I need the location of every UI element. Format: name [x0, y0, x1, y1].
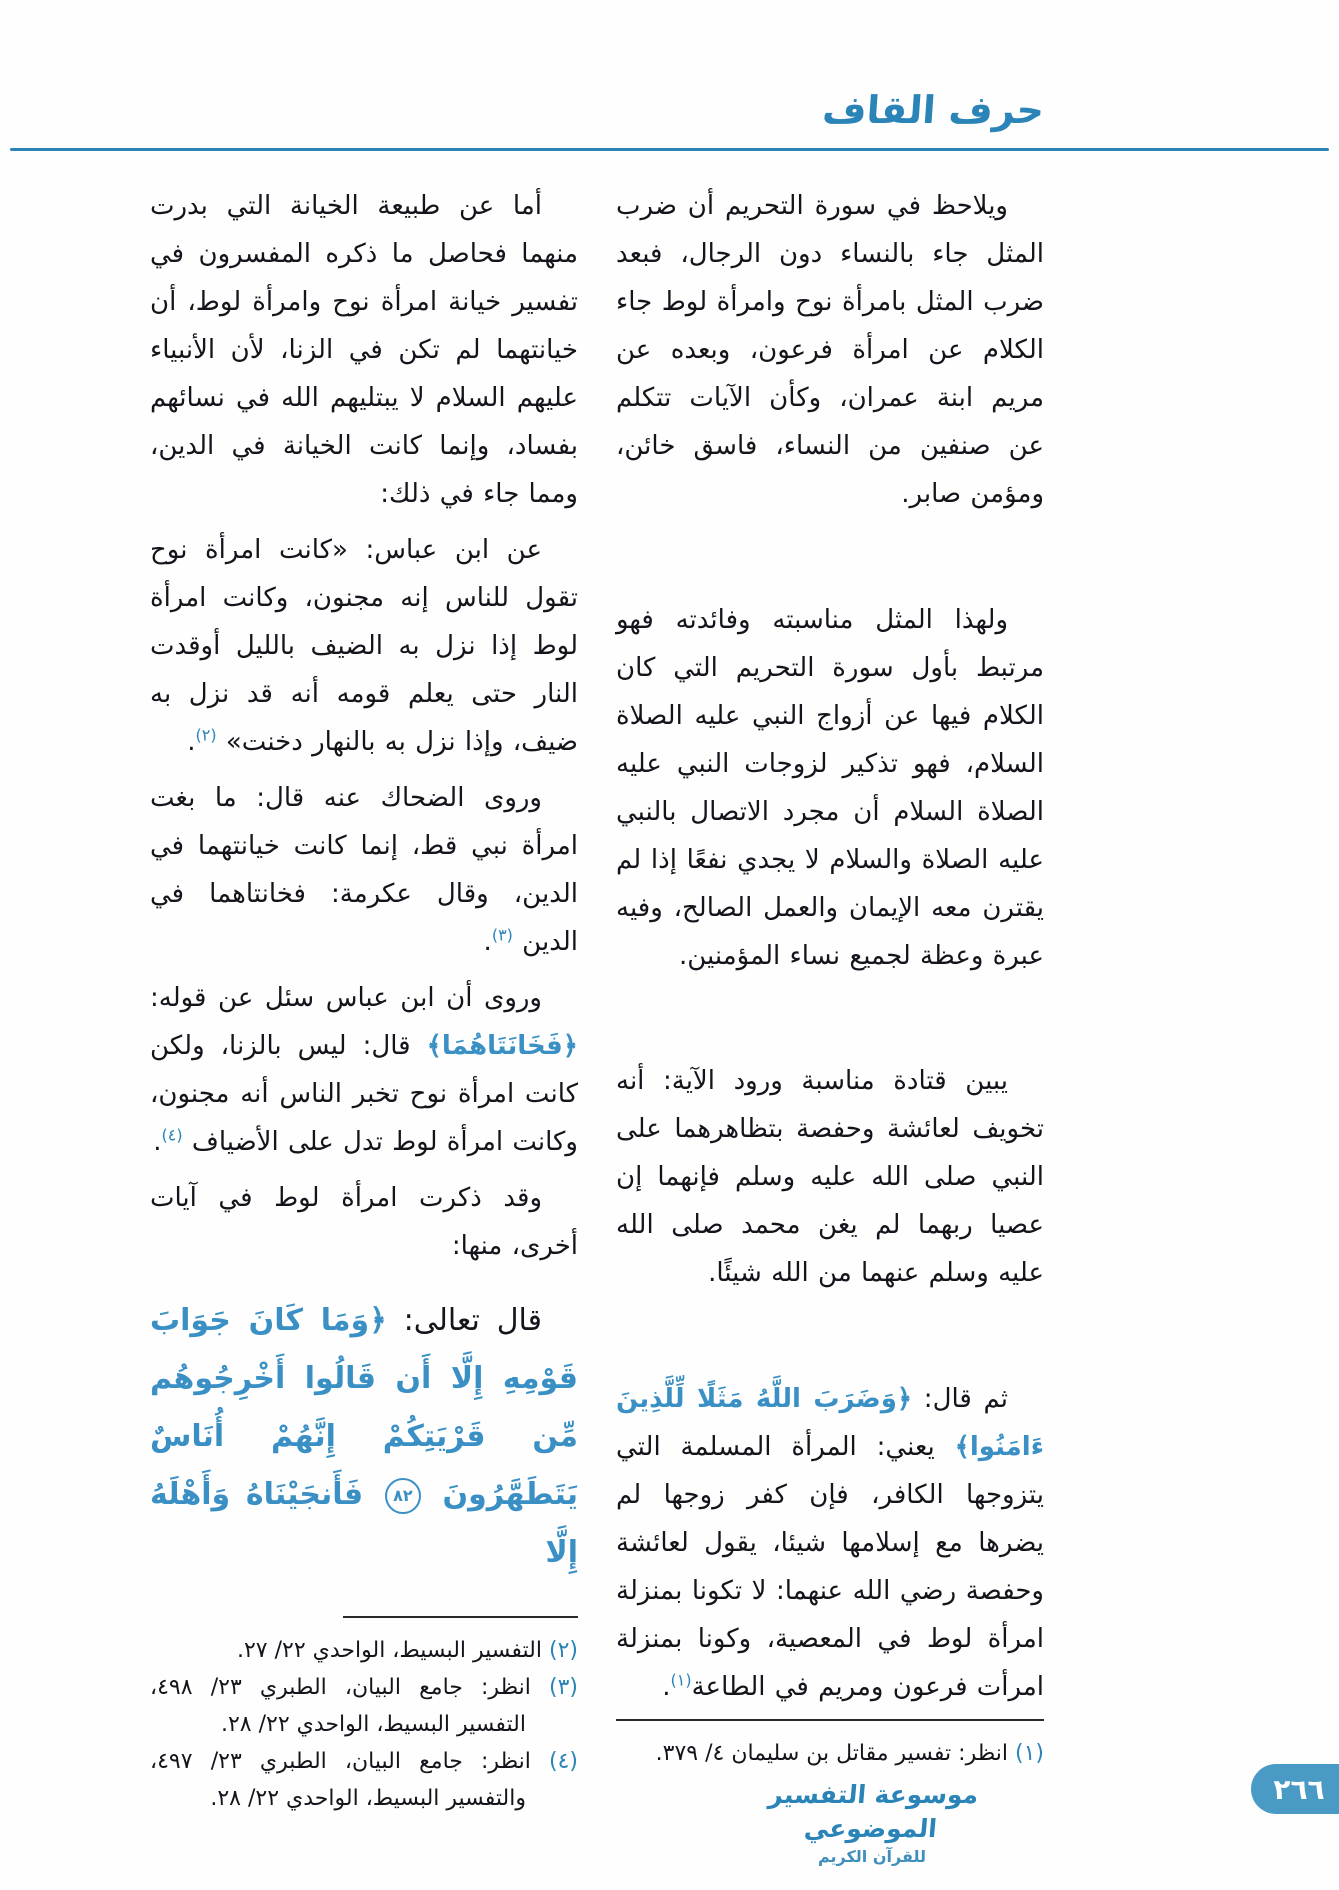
header-rule — [10, 148, 1329, 151]
footnote-separator-left — [343, 1616, 578, 1618]
chapter-title: حرف القاف — [821, 88, 1046, 132]
footnote-separator-right — [616, 1719, 1044, 1721]
footnote-marker: (٢) — [548, 1638, 578, 1663]
footnote-block-right — [616, 1719, 1044, 1772]
footnote — [150, 1632, 578, 1669]
quran-verse: ﴿فَخَانَتَاهُمَا﴾ — [426, 1031, 578, 1061]
paragraph — [150, 1292, 578, 1582]
body-text: . — [483, 927, 492, 957]
footnote-marker: (٣) — [549, 1675, 579, 1700]
footnote-text: انظر: جامع البيان، الطبري ٢٣/ ٤٩٨، التفسير البسيط، الواحدي ٢٢/ ٢٨. — [150, 1675, 549, 1737]
body-text: وروى الضحاك عنه قال: ما بغت امرأة نبي قط، إنما كانت خيانتهما في الدين، وقال عكرمة: فخانتاهما في الدين — [150, 783, 578, 957]
footnote-ref: (٤) — [161, 1125, 183, 1145]
paragraph — [616, 596, 1044, 980]
paragraph — [616, 1375, 1044, 1711]
body-text: . — [153, 1127, 162, 1157]
page-header — [20, 88, 1044, 132]
body-text: وروى أن ابن عباس سئل عن قوله: — [150, 983, 542, 1013]
footnote-ref: (١) — [670, 1670, 692, 1690]
body-text: ويلاحظ في سورة التحريم أن ضرب المثل جاء بالنساء دون الرجال، فبعد ضرب المثل بامرأة نوح وامرأة لوط جاء الكلام عن امرأة فرعون، وبعده عن مريم ابنة عمران، وكأن الآيات تتكلم عن صنفين من النساء، فاسق خائن، ومؤمن صابر. — [616, 191, 1044, 509]
footnote-marker: (١) — [1014, 1741, 1044, 1766]
footnote-ref: (٢) — [195, 725, 217, 745]
body-text: عن ابن عباس: «كانت امرأة نوح تقول للناس إنه مجنون، وكانت امرأة لوط إذا نزل به الضيف بالليل أوقدت النار حتى يعلم قومه أنه قد نزل به ضيف، وإذا نزل به بالنهار دخنت» — [150, 535, 578, 757]
page-number-badge: ٢٦٦ — [1251, 1764, 1339, 1814]
footnote-text: التفسير البسيط، الواحدي ٢٢/ ٢٧. — [236, 1638, 549, 1663]
quran-verse: فَأَنجَيْنَاهُ وَأَهْلَهُ إِلَّا — [150, 1477, 578, 1570]
footnotes-left — [150, 1632, 578, 1817]
column-right — [616, 182, 1044, 1772]
footnote — [150, 1743, 578, 1817]
footnote — [150, 1669, 578, 1743]
footnote-ref: (٣) — [491, 925, 513, 945]
body-text: يعني: المرأة المسلمة التي يتزوجها الكافر، فإن كفر زوجها لم يضرها مع إسلامها شيئا، يقول لعائشة وحفصة رضي الله عنهما: لا تكونا بمنزلة امرأة لوط في المعصية، وكونا بمنزلة امرأت فرعون ومريم في الطاعة — [616, 1431, 1044, 1702]
body-text: قال: ليس بالزنا، ولكن كانت امرأة نوح تخبر الناس أنه مجنون، وكانت امرأة لوط تدل على الأضياف — [150, 1031, 578, 1157]
paragraph — [150, 1174, 578, 1270]
emblem-title: موسوعة التفسير الموضوعي — [767, 1780, 980, 1843]
body-text: أما عن طبيعة الخيانة التي بدرت منهما فحاصل ما ذكره المفسرون في تفسير خيانة امرأة نوح وامرأة لوط، أن خيانتهما لم تكن في الزنا، لأن الأنبياء عليهم السلام لا يبتليهم الله في نسائهم بفساد، وإنما كانت الخيانة في الدين، ومما جاء في ذلك: — [150, 191, 578, 509]
emblem-subtitle: للقرآن الكريم — [817, 1847, 927, 1866]
body-text: قال تعالى: — [386, 1303, 542, 1338]
paragraph — [616, 182, 1044, 518]
paragraph — [150, 182, 578, 518]
footnote-block-left — [150, 1616, 578, 1817]
quran-verse: ﴿وَضَرَبَ اللَّهُ مَثَلًا لِّلَّذِينَ ءَامَنُوا﴾ — [616, 1383, 1044, 1462]
verse-number-ornament: ٨٢ — [385, 1478, 421, 1514]
body-text: ثم قال: — [912, 1383, 1008, 1414]
footnote-text: انظر: جامع البيان، الطبري ٢٣/ ٤٩٧، والتفسير البسيط، الواحدي ٢٢/ ٢٨. — [150, 1749, 549, 1811]
publisher-emblem — [757, 1778, 987, 1868]
paragraphs-right — [616, 182, 1044, 1719]
paragraph — [150, 774, 578, 966]
footnotes-right — [616, 1735, 1044, 1772]
body-text: وقد ذكرت امرأة لوط في آيات أخرى، منها: — [150, 1183, 578, 1261]
page-content — [150, 182, 1044, 1811]
column-left — [150, 182, 579, 1811]
footnote — [616, 1735, 1044, 1772]
paragraphs-left — [150, 182, 578, 1590]
body-text: يبين قتادة مناسبة ورود الآية: أنه تخويف لعائشة وحفصة بتظاهرهما على النبي صلى الله عليه وسلم فإنهما إن عصيا ربهما لم يغن محمد صلى الله عليه وسلم عنهما من الله شيئًا. — [616, 1066, 1044, 1289]
paragraph — [616, 1057, 1044, 1297]
body-text: ولهذا المثل مناسبته وفائدته فهو مرتبط بأول سورة التحريم التي كان الكلام فيها عن أزواج النبي عليه الصلاة السلام، فهو تذكير لزوجات النبي عليه الصلاة السلام أن مجرد الاتصال بالنبي عليه الصلاة والسلام لا يجدي نفعًا إذا لم يقترن معه الإيمان والعمل الصالح، وفيه عبرة وعظة لجميع نساء المؤمنين. — [616, 604, 1044, 971]
paragraph — [150, 974, 578, 1166]
body-text: . — [187, 727, 196, 757]
paragraph — [150, 526, 578, 766]
footnote-marker: (٤) — [549, 1749, 579, 1774]
footnote-text: انظر: تفسير مقاتل بن سليمان ٤/ ٣٧٩. — [655, 1741, 1015, 1766]
body-text: . — [662, 1671, 671, 1702]
quran-verse: ﴿وَمَا كَانَ جَوَابَ قَوْمِهِ إِلَّا أَن قَالُوا أَخْرِجُوهُم مِّن قَرْيَتِكُمْ إِنَّهُمْ أُنَاسٌ يَتَطَهَّرُونَ — [150, 1303, 578, 1512]
